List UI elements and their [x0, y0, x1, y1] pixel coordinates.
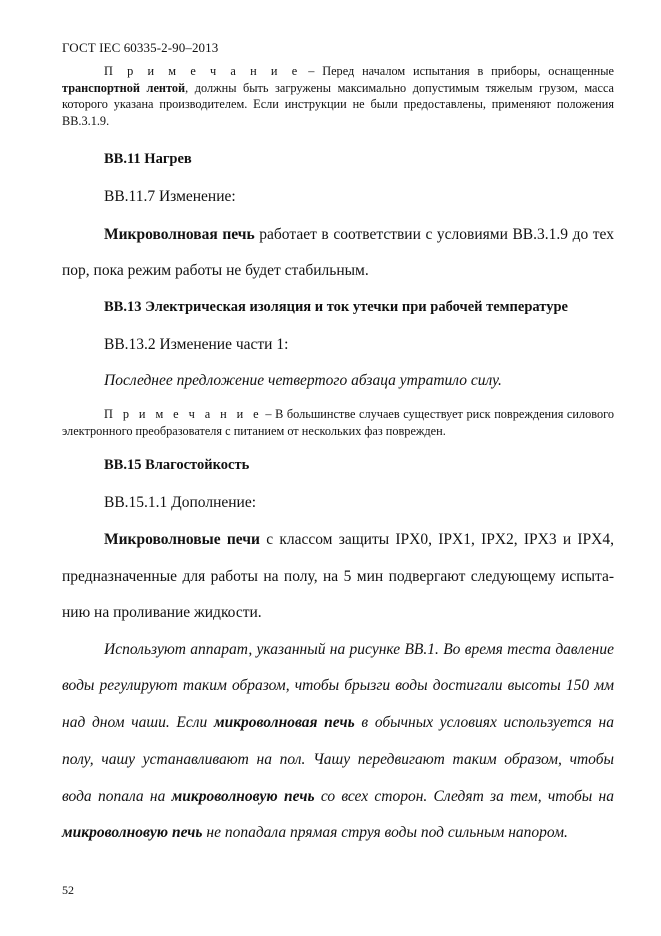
note-text: – Перед началом испытания в приборы, оснащенные	[300, 64, 614, 78]
italic-statement: Последнее предложение четвертого абзаца утратило силу.	[104, 372, 502, 389]
paragraph-line: полу, чашу устанавливают на пол. Чашу передвигают таким образом, чтобы	[62, 751, 614, 768]
bold-term: микроволновую печь	[62, 824, 203, 841]
paragraph-text: в обычных условиях используется на	[354, 714, 614, 731]
page-number: 52	[62, 883, 74, 897]
paragraph-text: со всех сторон. Следят за тем, чтобы на	[314, 788, 614, 805]
note-transport-belt	[62, 63, 614, 129]
paragraph-line: предназначенные для работы на полу, на 5 мин подвергают следующему испыта-	[62, 568, 614, 585]
bold-term: Микроволновые печи	[104, 531, 260, 548]
bold-term: микроволновая печь	[213, 714, 355, 731]
section-heading-bb15: ВВ.15 Влагостойкость	[104, 457, 250, 473]
paragraph-line	[62, 714, 614, 732]
paragraph-text: работает в соответствии с условиями ВВ.3.1.9 до тех	[254, 226, 614, 243]
document-header: ГОСТ IEC 60335-2-90–2013	[62, 40, 219, 55]
paragraph-line	[62, 641, 614, 659]
paragraph-line	[62, 226, 614, 244]
subsection-bb15-1-1: ВВ.15.1.1 Дополнение:	[104, 494, 257, 511]
paragraph-text: Используют аппарат, указанный на рисунке ВВ.1. Во время теста давление	[104, 641, 614, 658]
section-heading-bb13: ВВ.13 Электрическая изоляция и ток утечки при рабочей температуре	[104, 299, 568, 315]
paragraph-text: вода попала на	[62, 788, 172, 805]
subsection-bb11-7: ВВ.11.7 Изменение:	[104, 188, 236, 205]
paragraph-line	[62, 531, 614, 549]
note-text: – В большинстве случаев существует риск повреждения силового электронного преобразователя с питанием от нескольких фаз поврежден.	[62, 407, 614, 438]
paragraph-text: с классом защиты IPX0, IPX1, IPX2, IPX3 и IPX4,	[259, 531, 614, 548]
paragraph-text: над дном чаши. Если	[62, 714, 214, 731]
paragraph-text: не попадала прямая струя воды под сильным напором.	[202, 824, 568, 841]
note-text: , должны быть загружены максимально допустимым тяжелым грузом, масса которого указана производителем. Если инструкции не были предоставлены, применяют положения ВВ.3.1.9.	[62, 80, 615, 128]
section-heading-bb11: ВВ.11 Нагрев	[104, 151, 192, 167]
note-power-converter	[62, 406, 614, 439]
subsection-bb13-2: ВВ.13.2 Изменение части 1:	[104, 336, 289, 353]
note-label: П р и м е ч а н и е	[104, 64, 301, 78]
paragraph-line	[62, 788, 614, 806]
paragraph-line: пор, пока режим работы не будет стабильным.	[62, 262, 369, 279]
paragraph-line	[62, 824, 568, 842]
paragraph-line: нию на проливание жидкости.	[62, 604, 262, 621]
note-bold-term: транспортной лентой	[62, 80, 186, 95]
paragraph-line: воды регулируют таким образом, чтобы брызги воды достигали высоты 150 мм	[62, 677, 614, 694]
bold-term: Микроволновая печь	[104, 226, 255, 243]
bold-term: микроволновую печь	[171, 788, 315, 805]
note-label: П р и м е ч а н и е	[104, 407, 262, 421]
